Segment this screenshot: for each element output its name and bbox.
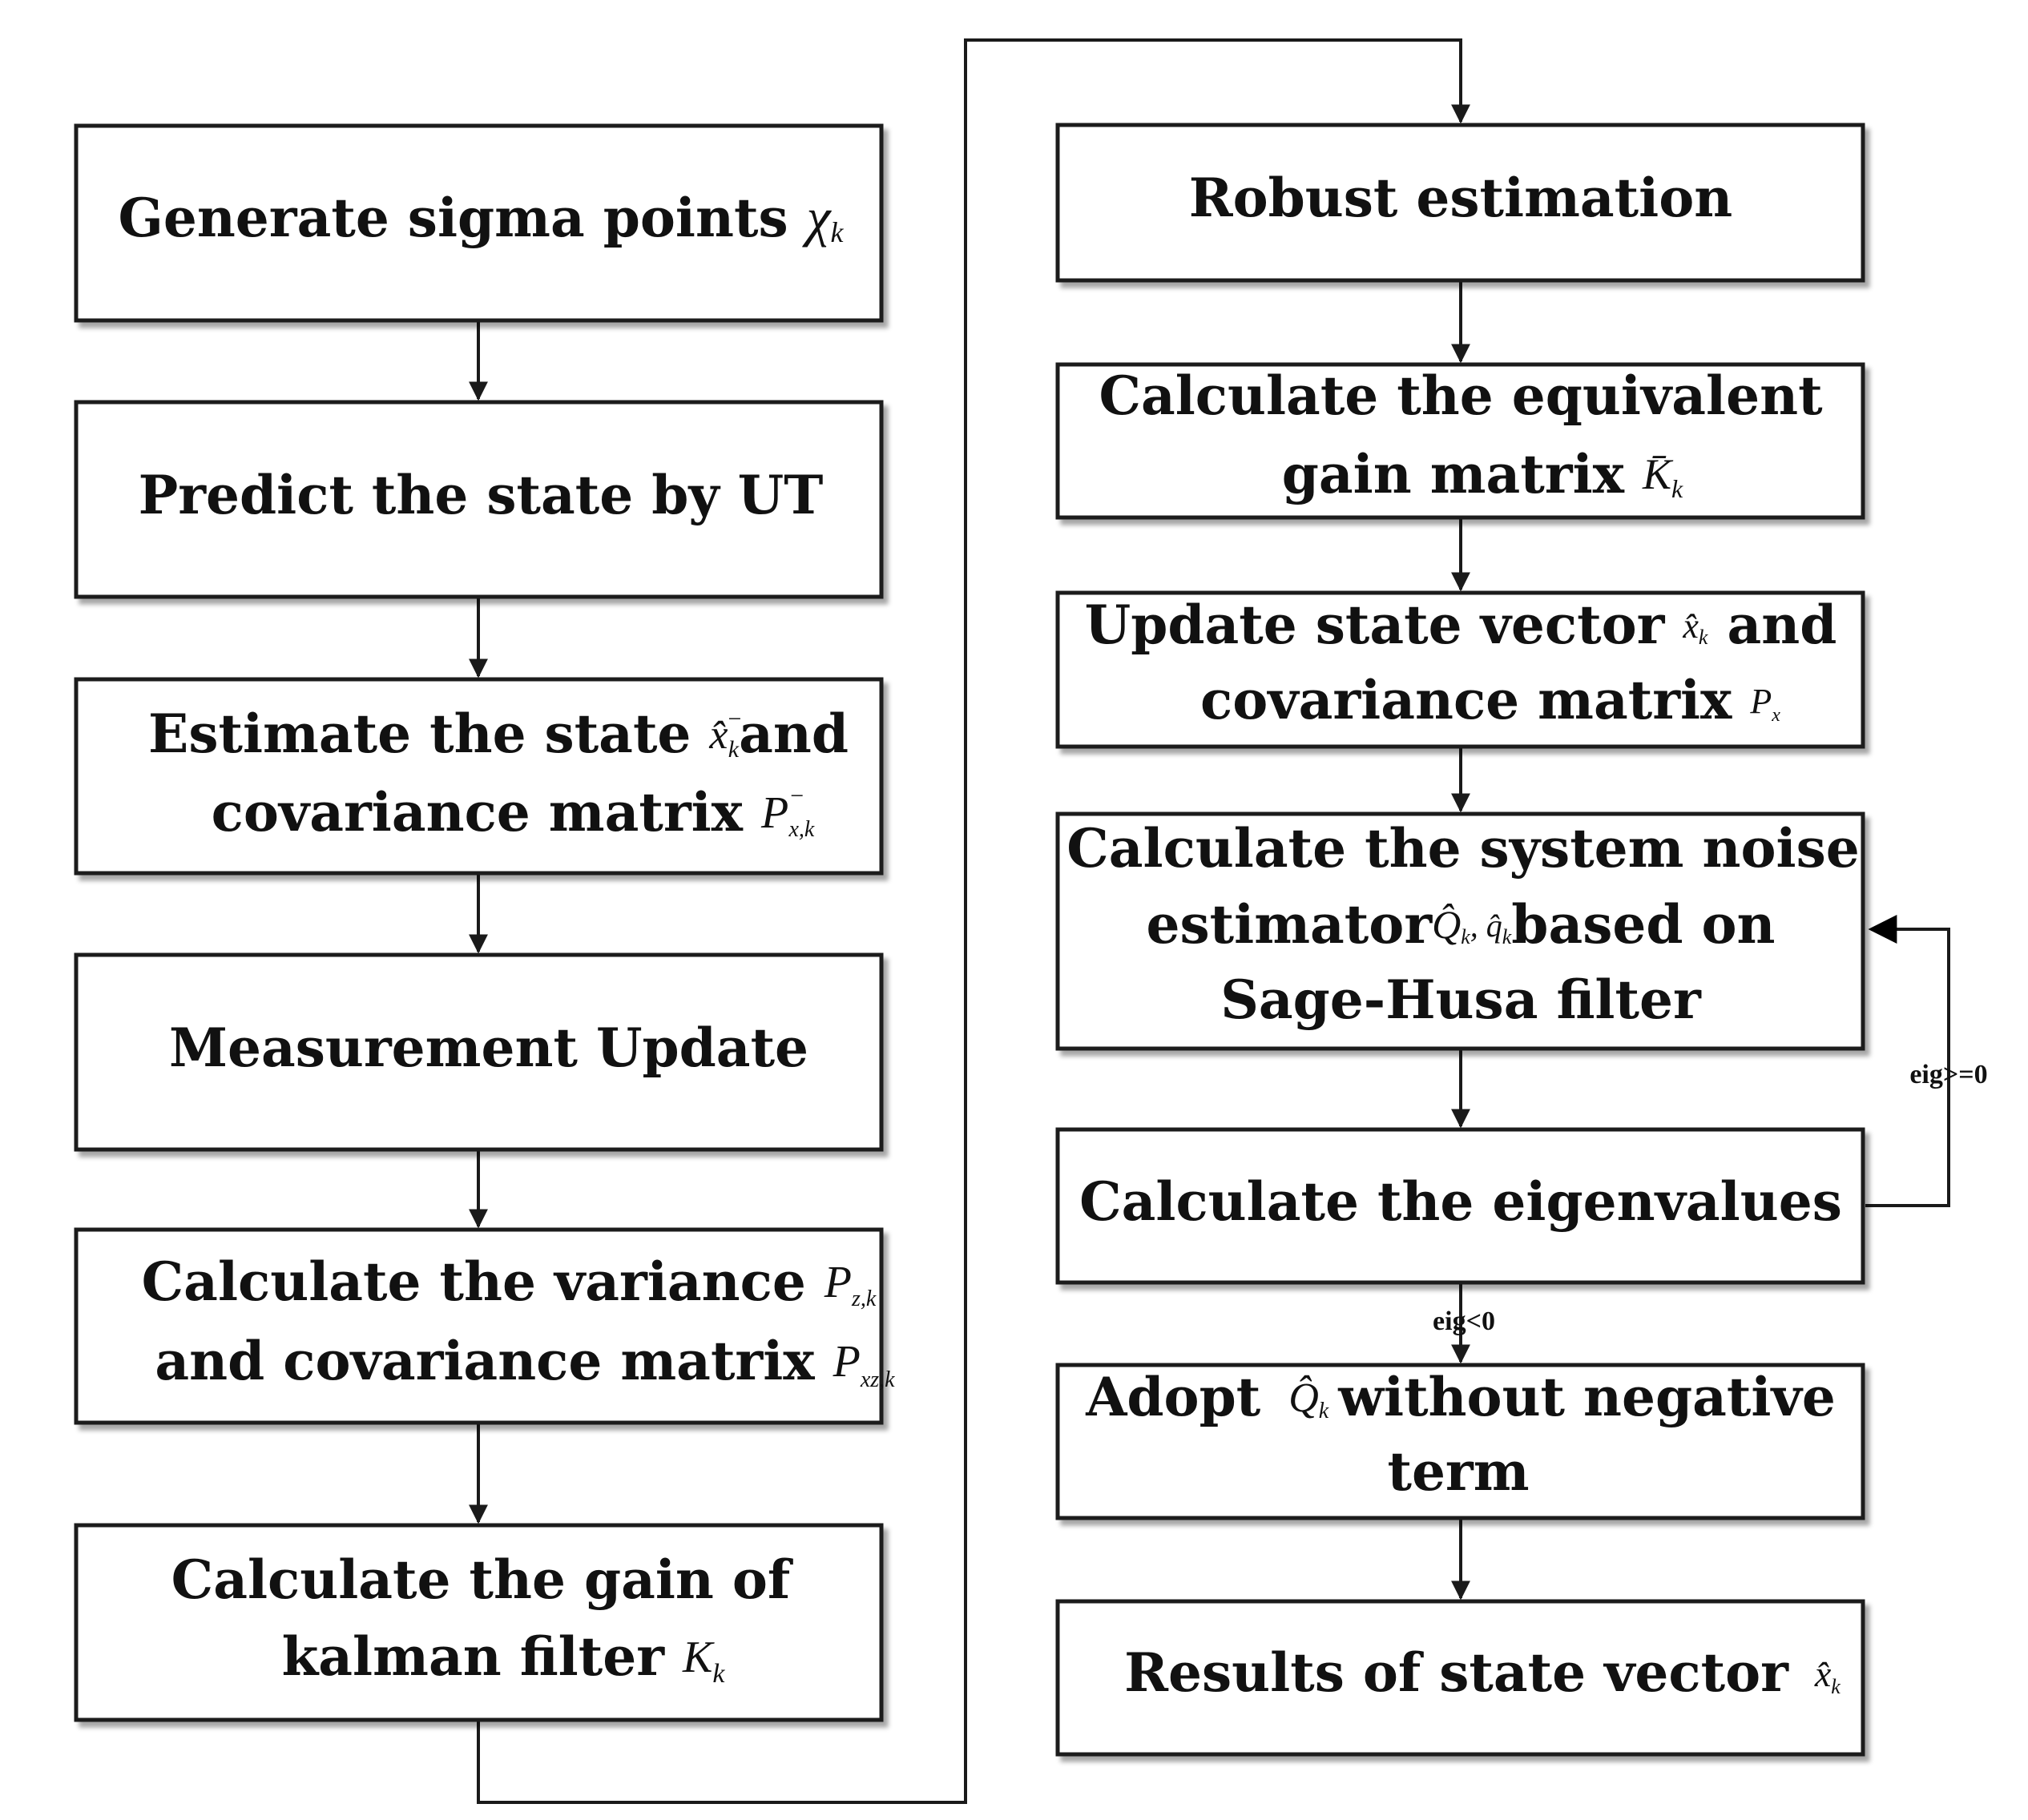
edge-label-eig-lt-0: eig<0 [1433, 1306, 1495, 1336]
node-generate-sigma-points [76, 126, 881, 320]
node-adopt-q-label-line2: term [1387, 1440, 1530, 1503]
node-system-noise-label-line2: estimatorQ̂k, q̂kbased on [1146, 893, 1776, 956]
node-estimate-state [76, 679, 881, 873]
node-adopt-q-label-line1: Adopt $Q̂_k$ without negative [1086, 1366, 1836, 1428]
node-results-state-vector [1058, 1601, 1863, 1754]
node-calculate-variance-label-line1: Calculate the variance $P_{z,k}$ [141, 1250, 877, 1313]
node-calculate-variance [76, 1230, 895, 1423]
node-estimate-state-label-line1: Estimate the state x̂− kand [148, 703, 849, 765]
node-robust-estimation [1058, 125, 1863, 280]
node-calculate-eigenvalues-label: Calculate the eigenvalues [1079, 1170, 1842, 1233]
node-system-noise-estimator [1058, 814, 1863, 1049]
node-update-state-label-line2: covariance matrix $P_x$ [1200, 669, 1780, 731]
node-calculate-gain-label-line2: kalman filter $K_k$ [281, 1625, 725, 1689]
node-calculate-gain-label-line1: Calculate the gain of [171, 1548, 791, 1611]
node-system-noise-label-line3: Sage-Husa filter [1220, 968, 1701, 1031]
edge-label-eig-ge-0: eig>=0 [1909, 1059, 1988, 1089]
node-adopt-q [1058, 1365, 1863, 1518]
node-update-state-label-line1: Update state vector x̂k and [1084, 594, 1837, 656]
node-system-noise-label-line1: Calculate the system noise [1066, 817, 1860, 880]
node-measurement-update-label: Measurement Update [168, 1017, 809, 1079]
node-estimate-state-label-line2: covariance matrix P− x,k [211, 781, 815, 844]
node-calculate-eigenvalues [1058, 1129, 1863, 1282]
node-predict-state [76, 402, 881, 597]
node-calculate-variance-label-line2: and covariance matrix $P_{xz,k}$ [155, 1330, 895, 1393]
node-update-state [1058, 593, 1863, 747]
node-calculate-gain [76, 1525, 881, 1720]
node-results-state-vector-label: Results of state vector $x̂_k$ [1124, 1641, 1841, 1704]
node-robust-estimation-label: Robust estimation [1188, 167, 1733, 229]
node-equivalent-gain [1058, 364, 1863, 517]
node-equivalent-gain-label-line1: Calculate the equivalent [1099, 364, 1823, 427]
node-measurement-update [76, 955, 881, 1150]
node-predict-state-label: Predict the state by UT [138, 464, 824, 526]
node-generate-sigma-points-label: Generate sigma points $\chi_k$ [118, 186, 844, 249]
node-equivalent-gain-label-line2: gain matrix $K̄_k$ [1281, 443, 1683, 505]
